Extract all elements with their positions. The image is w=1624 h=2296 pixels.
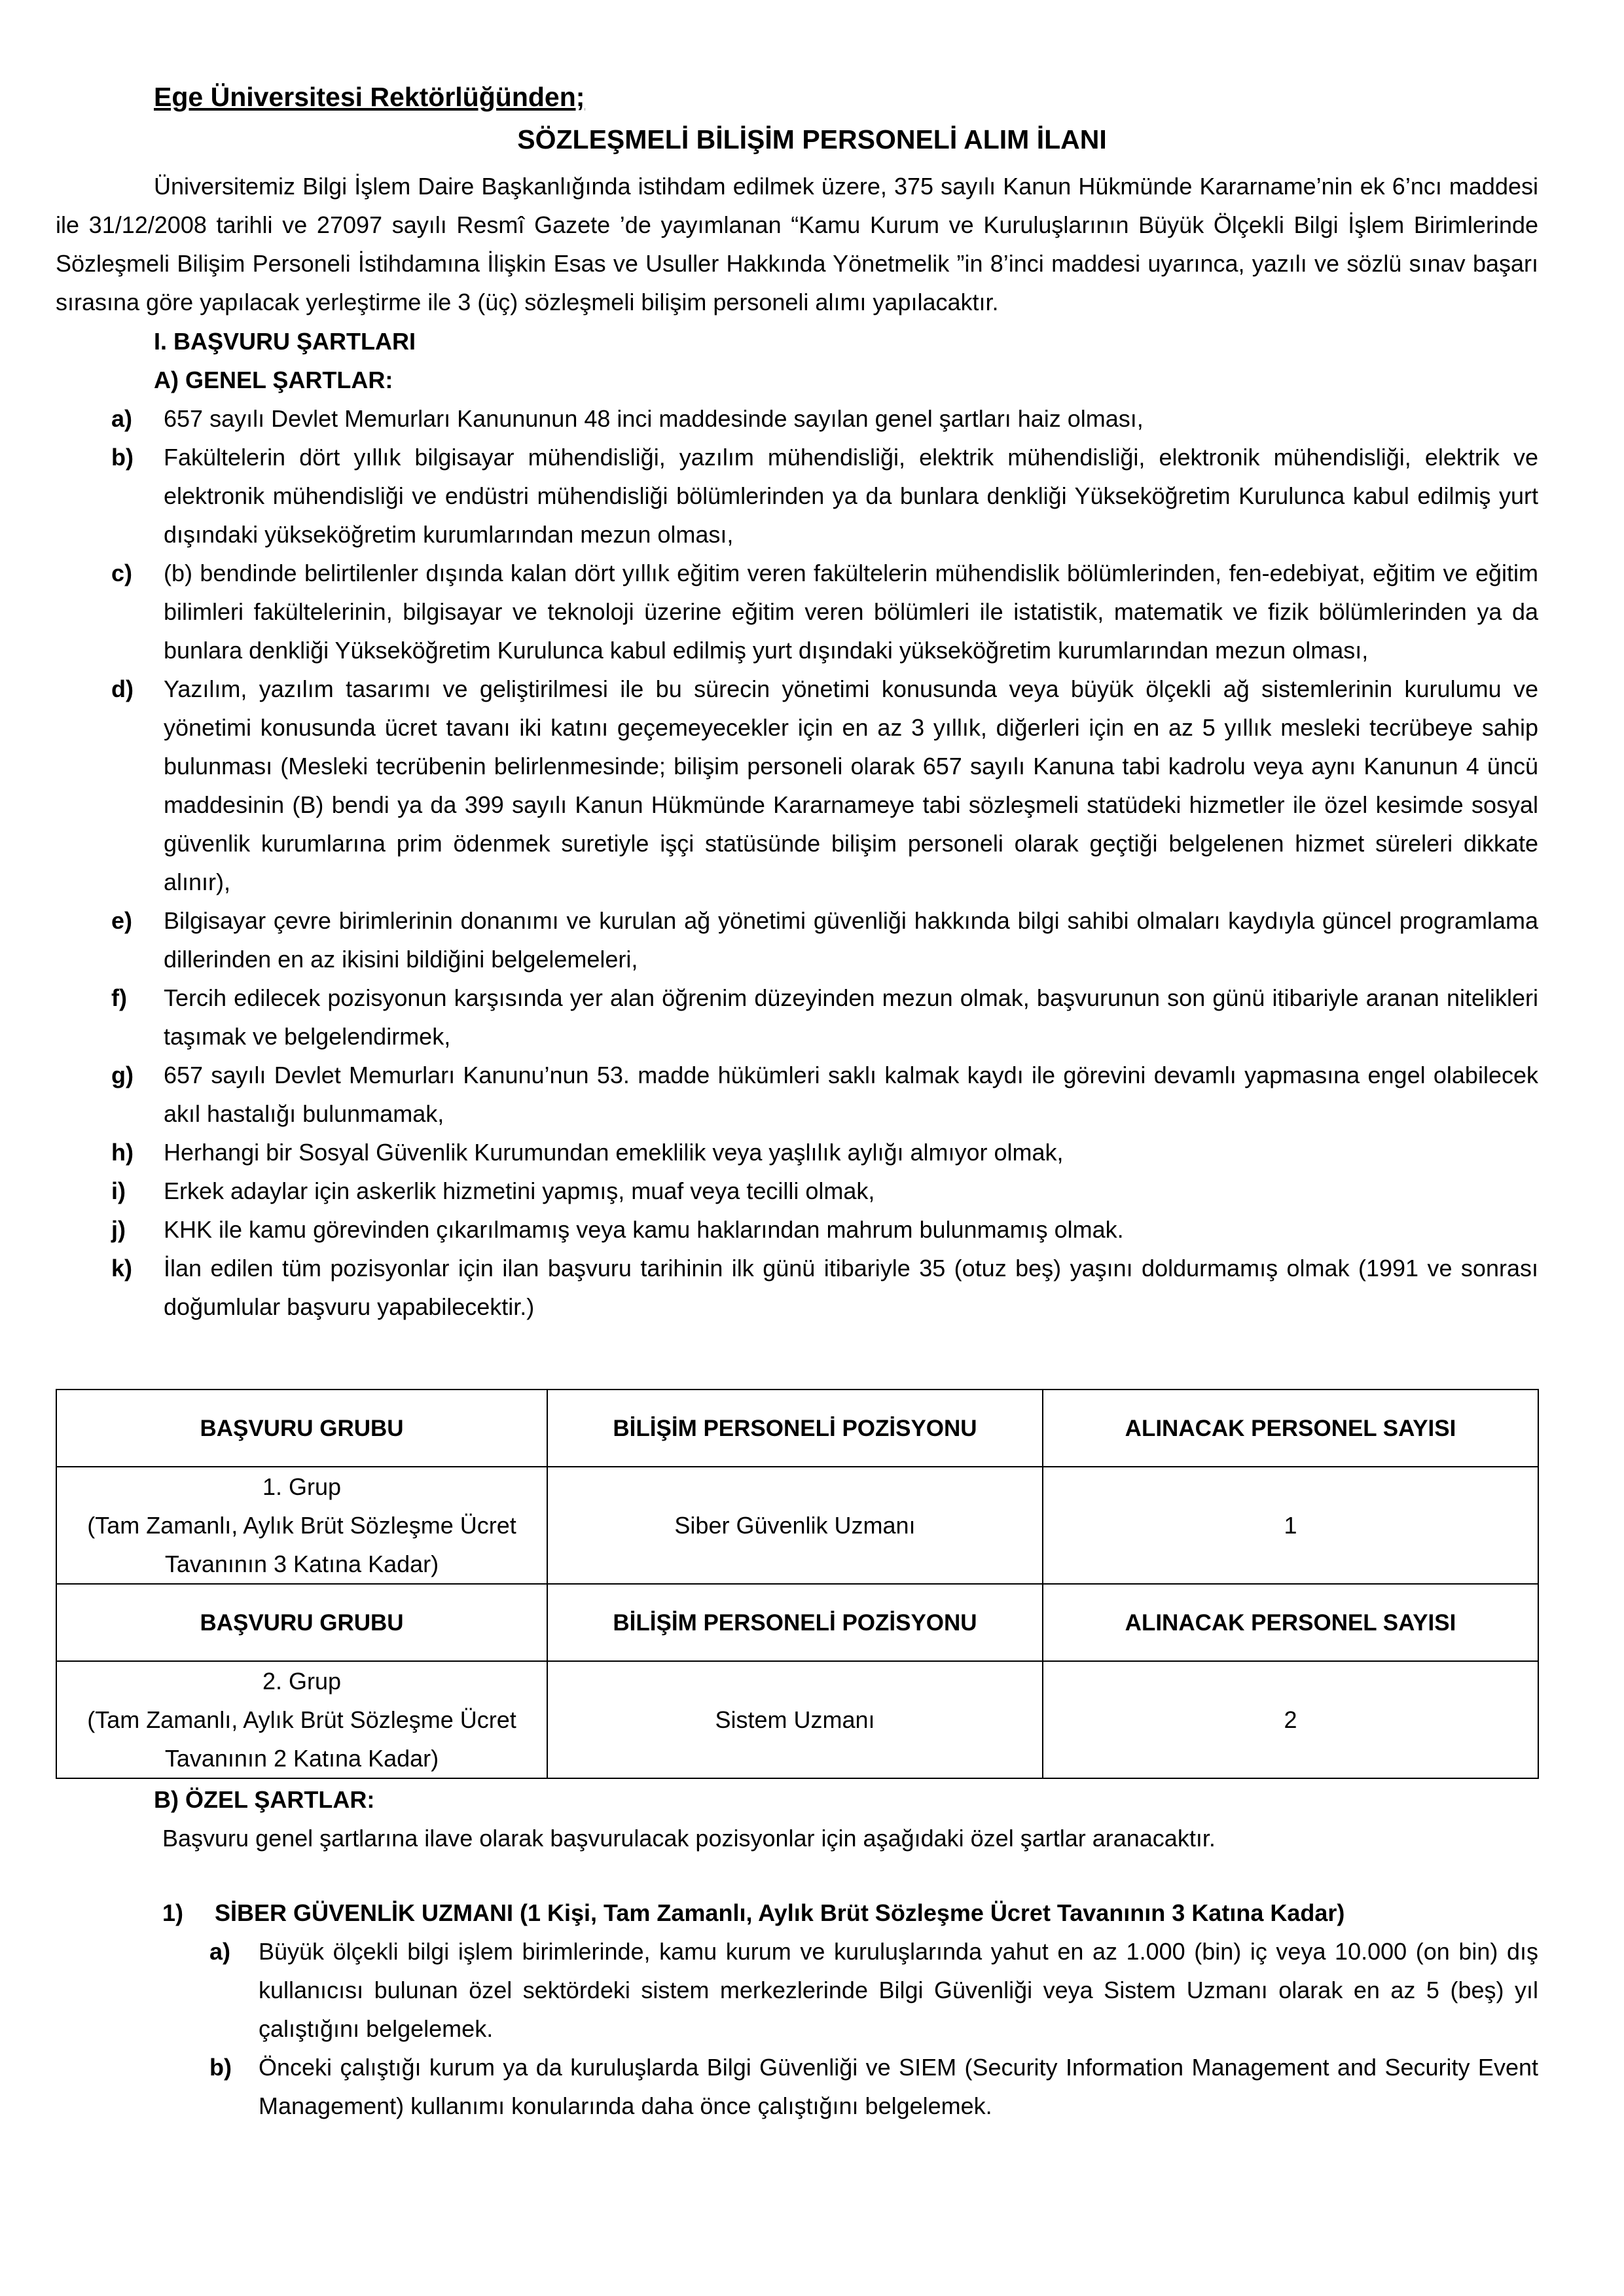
item-letter: c)	[111, 560, 133, 586]
column-header: BAŞVURU GRUBU	[56, 1390, 547, 1467]
group-cell	[56, 1661, 547, 1778]
list-item	[56, 978, 1538, 1056]
column-header: ALINACAK PERSONEL SAYISI	[1043, 1584, 1538, 1661]
item-letter: f)	[111, 984, 127, 1011]
group-label: 2. Grup	[262, 1668, 342, 1695]
list-item	[209, 1932, 1538, 2048]
list-item	[56, 399, 1538, 438]
item-text: Büyük ölçekli bilgi işlem birimlerinde, kamu kurum ve kuruluşlarında yahut en az 1.000 (bin) iç veya 10.000 (on bin) dış kullanıcısı bulunan özel sektördeki sistem merkezlerinde Bilgi Güvenliği veya Sistem Uzmanı olarak en az 5 (beş) yıl çalıştığını belgelemek.	[259, 1938, 1538, 2042]
item-letter: d)	[111, 675, 134, 702]
special-position-number: 1)	[162, 1899, 184, 1926]
special-position-title: SİBER GÜVENLİK UZMANI (1 Kişi, Tam Zamanlı, Aylık Brüt Sözleşme Ücret Tavanının 3 Katına Kadar)	[215, 1899, 1345, 1926]
item-letter: g)	[111, 1062, 134, 1088]
item-letter: h)	[111, 1139, 134, 1166]
list-item	[56, 438, 1538, 554]
table-header-row	[56, 1390, 1538, 1467]
table-header-row	[56, 1584, 1538, 1661]
item-text: KHK ile kamu görevinden çıkarılmamış veya kamu haklarından mahrum bulunmamış olmak.	[164, 1216, 1124, 1243]
list-item	[56, 1172, 1538, 1210]
item-text: (b) bendinde belirtilenler dışında kalan dört yıllık eğitim veren fakültelerin mühendislik bölümlerinden, fen-edebiyat, eğitim ve eğitim bilimleri fakültelerinin, bilgisayar ve teknoloji üzerine eğitim veren bölümleri ile istatistik, matematik ve fizik bölümlerinden ya da bunlara denkliği Yükseköğretim Kurulunca kabul edilmiş yurt dışındaki yükseköğretim kurumlarından mezun olması,	[164, 560, 1538, 664]
item-text: 657 sayılı Devlet Memurları Kanunu’nun 53. madde hükümleri saklı kalmak kaydı ile görevini devamlı yapmasına engel olabilecek akıl hastalığı bulunmamak,	[164, 1062, 1538, 1127]
special-position-heading	[162, 1893, 1344, 1932]
list-item	[56, 1210, 1538, 1249]
position-cell: Sistem Uzmanı	[547, 1661, 1043, 1778]
list-item	[56, 1133, 1538, 1172]
column-header: ALINACAK PERSONEL SAYISI	[1043, 1390, 1538, 1467]
item-letter: b)	[209, 2054, 232, 2081]
list-item	[209, 2048, 1538, 2125]
count-cell: 2	[1043, 1661, 1538, 1778]
count-cell: 1	[1043, 1467, 1538, 1584]
item-letter: j)	[111, 1216, 126, 1243]
column-header: BİLİŞİM PERSONELİ POZİSYONU	[547, 1584, 1043, 1661]
table-row	[56, 1467, 1538, 1584]
position-cell: Siber Güvenlik Uzmanı	[547, 1467, 1043, 1584]
institution-heading: Ege Üniversitesi Rektörlüğünden;	[154, 82, 585, 112]
special-requirements-intro: Başvuru genel şartlarına ilave olarak başvurulacak pozisyonlar için aşağıdaki özel şartlar aranacaktır.	[162, 1825, 1216, 1852]
item-text: Herhangi bir Sosyal Güvenlik Kurumundan emeklilik veya yaşlılık aylığı almıyor olmak,	[164, 1139, 1064, 1166]
item-letter: a)	[111, 405, 133, 432]
list-item	[56, 1249, 1538, 1326]
item-text: Bilgisayar çevre birimlerinin donanımı ve kurulan ağ yönetimi güvenliği hakkında bilgi sahibi olmaları kaydıyla güncel programlama dillerinden en az ikisini bildiğini belgelemeleri,	[164, 907, 1538, 973]
list-item	[56, 1056, 1538, 1133]
item-letter: i)	[111, 1177, 126, 1204]
section-heading-special-requirements: B) ÖZEL ŞARTLAR:	[154, 1786, 375, 1813]
intro-paragraph: Üniversitemiz Bilgi İşlem Daire Başkanlığında istihdam edilmek üzere, 375 sayılı Kanun Hükmünde Kararname’nin ek 6’ncı maddesi ile 31/12/2008 tarihli ve 27097 sayılı Resmî Gazete ’de yayımlanan “Kamu Kurum ve Kuruluşlarının Büyük Ölçekli Bilgi İşlem Birimlerinde Sözleşmeli Bilişim Personeli İstihdamına İlişkin Esas ve Usuller Hakkında Yönetmelik ”in 8’inci maddesi uyarınca, yazılı ve sözlü sınav başarı sırasına göre yapılacak yerleştirme ile 3 (üç) sözleşmeli bilişim personeli alımı yapılacaktır.	[56, 173, 1538, 315]
item-text: Yazılım, yazılım tasarımı ve geliştirilmesi ile bu sürecin yönetimi konusunda veya büyük ölçekli ağ sistemlerinin kurulumu ve yönetimi konusunda ücret tavanı iki katını geçemeyecekler için en az 3 yıllık, diğerleri için en az 5 yıllık mesleki tecrübeye sahip bulunması (Mesleki tecrübenin belirlenmesinde; bilişim personeli olarak 657 sayılı Kanuna tabi kadrolu veya aynı Kanunun 4 üncü maddesinin (B) bendi ya da 399 sayılı Kanun Hükmünde Kararnameye tabi sözleşmeli statüdeki hizmetler ile özel kesimde sosyal güvenlik kurumlarına prim ödenmek suretiyle işçi statüsünde bilişim personeli olarak geçtiği belgelenen hizmet süreleri dikkate alınır),	[164, 675, 1538, 895]
column-header: BİLİŞİM PERSONELİ POZİSYONU	[547, 1390, 1043, 1467]
section-heading-general-requirements: A) GENEL ŞARTLAR:	[154, 367, 393, 393]
group-label: 1. Grup	[262, 1473, 342, 1500]
item-text: Tercih edilecek pozisyonun karşısında yer alan öğrenim düzeyinden mezun olmak, başvurunun son günü itibariyle aranan nitelikleri taşımak ve belgelendirmek,	[164, 984, 1538, 1050]
item-letter: e)	[111, 907, 133, 934]
item-letter: k)	[111, 1255, 133, 1282]
item-text: İlan edilen tüm pozisyonlar için ilan başvuru tarihinin ilk günü itibariyle 35 (otuz beş) yaşını doldurmamış olmak (1991 ve sonrası doğumlular başvuru yapabilecektir.)	[164, 1255, 1538, 1320]
column-header: BAŞVURU GRUBU	[56, 1584, 547, 1661]
group-detail: (Tam Zamanlı, Aylık Brüt Sözleşme Ücret	[87, 1512, 516, 1539]
positions-table	[56, 1389, 1539, 1779]
list-item	[56, 554, 1538, 670]
item-letter: a)	[209, 1938, 231, 1965]
section-heading-application-requirements: I. BAŞVURU ŞARTLARI	[154, 328, 416, 355]
group-detail: (Tam Zamanlı, Aylık Brüt Sözleşme Ücret	[87, 1706, 516, 1733]
group-detail: Tavanının 2 Katına Kadar)	[164, 1745, 439, 1772]
item-text: Fakültelerin dört yıllık bilgisayar mühendisliği, yazılım mühendisliği, elektrik mühendisliği, elektronik mühendisliği, elektrik ve elektronik mühendisliği ve endüstri mühendisliği bölümlerinden ya da bunlara denkliği Yükseköğretim Kurulunca kabul edilmiş yurt dışındaki yükseköğretim kurumlarından mezun olması,	[164, 444, 1538, 548]
list-item	[56, 901, 1538, 978]
group-cell	[56, 1467, 547, 1584]
item-letter: b)	[111, 444, 134, 471]
item-text: Önceki çalıştığı kurum ya da kuruluşlarda Bilgi Güvenliği ve SIEM (Security Information Management and Security Event Management) kullanımı konularında daha önce çalıştığını belgelemek.	[259, 2054, 1538, 2119]
general-requirements-list	[56, 399, 1538, 1326]
page-title: SÖZLEŞMELİ BİLİŞİM PERSONELİ ALIM İLANI	[517, 124, 1107, 154]
group-detail: Tavanının 3 Katına Kadar)	[164, 1551, 439, 1577]
table-row	[56, 1661, 1538, 1778]
item-text: 657 sayılı Devlet Memurları Kanununun 48 inci maddesinde sayılan genel şartları haiz olması,	[164, 405, 1144, 432]
special-requirements-list	[209, 1932, 1538, 2125]
list-item	[56, 670, 1538, 901]
item-text: Erkek adaylar için askerlik hizmetini yapmış, muaf veya tecilli olmak,	[164, 1177, 875, 1204]
